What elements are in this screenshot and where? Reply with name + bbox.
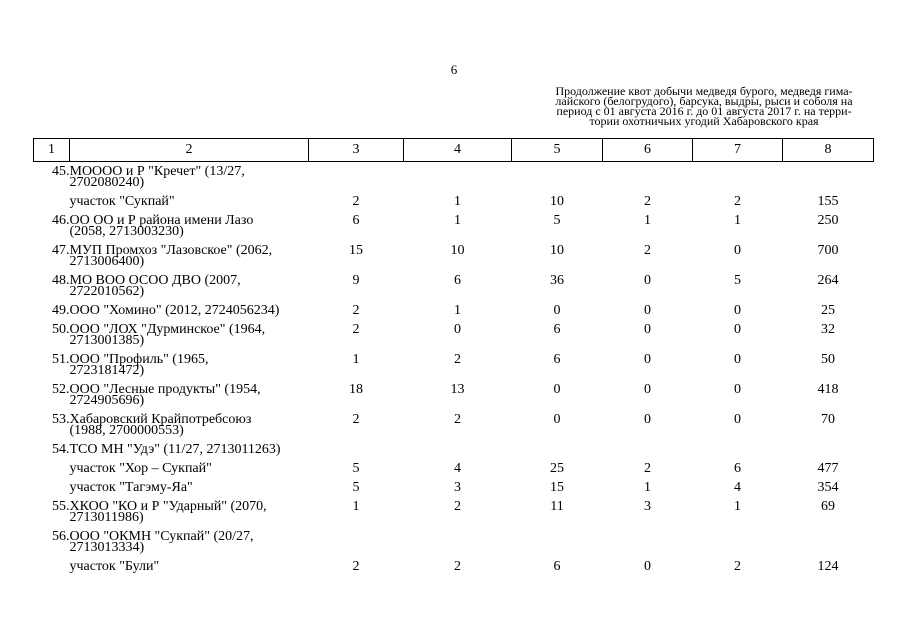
quota-value-col-7: 0: [734, 303, 741, 318]
caption-line: лайского (белогрудого), барсука, выдры, рыси и соболя на: [555, 94, 853, 108]
organization-name-line: участок "Хор – Сукпай": [69, 461, 212, 476]
page-number: 6: [450, 62, 458, 77]
column-header-3: 3: [309, 139, 404, 162]
organization-name-line: ООО "ОКМН "Сукпай" (20/27,: [69, 529, 254, 544]
quota-value-col-5: 6: [553, 322, 561, 337]
quota-value-col-4: 1: [454, 213, 461, 228]
quota-value-col-6: 0: [644, 322, 651, 337]
quota-value-col-4: 13: [450, 382, 465, 397]
quota-value-col-3: 18: [349, 382, 363, 397]
quota-value-col-7: 6: [734, 461, 741, 476]
row-number: 46.: [52, 213, 70, 228]
organization-name-line: 2713011986): [69, 510, 144, 525]
quota-value-col-4: [404, 527, 512, 557]
quota-value-col-8: 250: [817, 213, 839, 228]
table-row: [34, 478, 874, 497]
organization-name-line: 2702080240): [69, 175, 145, 190]
quota-value-col-8: 124: [817, 559, 839, 574]
quota-value-col-5: 0: [553, 382, 561, 397]
organization-name: [70, 301, 309, 320]
organization-name: [70, 459, 309, 478]
table-body: [34, 162, 874, 577]
quota-value-col-5: 0: [553, 303, 561, 318]
organization-name: [70, 162, 309, 193]
quota-value-col-6: 0: [644, 412, 651, 427]
table-row: [34, 162, 874, 193]
quota-value-col-8: [783, 162, 874, 193]
table-row: [34, 350, 874, 380]
quota-value-col-3: 6: [352, 213, 360, 228]
table-row: [34, 459, 874, 478]
organization-name-line: участок "Були": [69, 559, 160, 574]
organization-name-line: 2713001385): [69, 333, 145, 348]
table-row: [34, 241, 874, 271]
quota-table: [33, 138, 874, 576]
quota-value-col-8: [783, 440, 874, 459]
quota-value-col-7: 4: [734, 480, 741, 495]
organization-name-line: 2713006400): [69, 254, 145, 269]
organization-name-line: Хабаровский Крайпотребсоюз: [69, 412, 252, 427]
quota-value-col-7: 1: [734, 499, 741, 514]
quota-value-col-3: 9: [352, 273, 360, 288]
quota-value-col-4: 2: [454, 559, 461, 574]
table-header-row: [34, 139, 874, 162]
row-number: 52.: [52, 382, 70, 397]
organization-name: [70, 320, 309, 350]
organization-name-line: ОО ОО и Р района имени Лазо: [69, 213, 254, 228]
quota-value-col-5: [512, 440, 603, 459]
quota-value-col-5: [512, 527, 603, 557]
organization-name-line: МОООО и Р "Кречет" (13/27,: [69, 164, 245, 179]
quota-value-col-6: 2: [644, 194, 651, 209]
quota-value-col-5: 10: [550, 194, 564, 209]
quota-value-col-7: 5: [734, 273, 741, 288]
column-header-1: 1: [34, 139, 70, 162]
organization-name-line: ТСО МН "Удэ" (11/27, 2713011263): [69, 442, 281, 457]
quota-value-col-4: 3: [454, 480, 461, 495]
quota-value-col-6: 0: [644, 559, 651, 574]
quota-value-col-8: 50: [821, 352, 835, 367]
quota-value-col-4: 2: [454, 499, 461, 514]
organization-name-line: (1988, 2700000553): [69, 423, 184, 438]
quota-value-col-3: 2: [352, 559, 360, 574]
row-number: 56.: [52, 529, 70, 544]
quota-value-col-8: 69: [821, 499, 835, 514]
table-row: [34, 527, 874, 557]
organization-name-line: ООО "Лесные продукты" (1954,: [69, 382, 261, 397]
quota-value-col-8: 354: [817, 480, 839, 495]
quota-value-col-3: 2: [352, 412, 360, 427]
organization-name-line: ООО "ЛОХ "Дурминское" (1964,: [69, 322, 266, 337]
table-row: [34, 320, 874, 350]
row-number: [34, 192, 70, 211]
quota-value-col-4: 4: [454, 461, 461, 476]
quota-value-col-5: 15: [550, 480, 564, 495]
table-row: [34, 211, 874, 241]
row-number: [34, 557, 70, 576]
quota-value-col-3: 15: [349, 243, 363, 258]
quota-value-col-6: 2: [644, 243, 651, 258]
organization-name: [70, 557, 309, 576]
row-number: 50.: [52, 322, 70, 337]
quota-value-col-7: 0: [734, 382, 741, 397]
quota-value-col-3: 1: [352, 499, 360, 514]
caption-line: Продолжение квот добычи медведя бурого, медведя гима-: [555, 84, 853, 98]
quota-value-col-8: 477: [817, 461, 839, 476]
quota-value-col-5: 5: [553, 213, 561, 228]
organization-name-line: МО ВОО ОСОО ДВО (2007,: [69, 273, 241, 288]
quota-value-col-6: 1: [644, 213, 651, 228]
quota-value-col-8: 70: [821, 412, 835, 427]
organization-name: [70, 497, 309, 527]
row-number: [34, 478, 70, 497]
row-number: [34, 459, 70, 478]
organization-name: [70, 271, 309, 301]
column-header-5: 5: [512, 139, 603, 162]
quota-value-col-8: 418: [817, 382, 839, 397]
quota-value-col-3: 5: [352, 480, 360, 495]
quota-value-col-6: 0: [644, 382, 651, 397]
row-number: 53.: [52, 412, 70, 427]
organization-name-line: участок "Тагэму-Яа": [69, 480, 193, 495]
quota-value-col-5: 6: [553, 559, 561, 574]
row-number: 47.: [52, 243, 70, 258]
caption-line: период с 01 августа 2016 г. до 01 августа 2017 г. на терри-: [556, 104, 852, 118]
quota-value-col-6: 2: [644, 461, 651, 476]
quota-value-col-8: [783, 527, 874, 557]
quota-value-col-4: [404, 162, 512, 193]
organization-name: [70, 478, 309, 497]
quota-value-col-5: 25: [550, 461, 564, 476]
table-row: [34, 557, 874, 576]
organization-name-line: ООО "Хомино" (2012, 2724056234): [69, 303, 280, 318]
organization-name-line: участок "Сукпай": [69, 194, 175, 209]
quota-value-col-6: [603, 527, 693, 557]
quota-value-col-7: 2: [734, 559, 741, 574]
quota-value-col-5: 11: [550, 499, 564, 514]
column-header-8: 8: [783, 139, 874, 162]
quota-value-col-3: [309, 527, 404, 557]
table-row: [34, 271, 874, 301]
quota-value-col-3: [309, 440, 404, 459]
quota-value-col-7: 1: [734, 213, 741, 228]
quota-value-col-7: 0: [734, 412, 741, 427]
organization-name-line: ООО "Профиль" (1965,: [69, 352, 209, 367]
quota-value-col-4: 6: [454, 273, 461, 288]
quota-value-col-6: [603, 162, 693, 193]
organization-name-line: ХКОО "КО и Р "Ударный" (2070,: [69, 499, 267, 514]
row-number: 48.: [52, 273, 70, 288]
quota-value-col-4: [404, 440, 512, 459]
quota-value-col-6: 0: [644, 303, 651, 318]
row-number: 49.: [52, 303, 70, 318]
organization-name-line: 2723181472): [69, 363, 145, 378]
organization-name: [70, 527, 309, 557]
quota-value-col-3: 5: [352, 461, 360, 476]
row-number: 51.: [52, 352, 70, 367]
quota-value-col-7: 0: [734, 322, 741, 337]
organization-name: [70, 440, 309, 459]
quota-value-col-8: 155: [817, 194, 839, 209]
quota-value-col-5: [512, 162, 603, 193]
quota-value-col-8: 700: [817, 243, 839, 258]
quota-value-col-6: 0: [644, 352, 651, 367]
quota-value-col-5: 0: [553, 412, 561, 427]
table-row: [34, 440, 874, 459]
organization-name: [70, 380, 309, 410]
caption-line: тории охотничьих угодий Хабаровского края: [589, 114, 819, 128]
table-row: [34, 380, 874, 410]
quota-value-col-8: 32: [821, 322, 835, 337]
quota-value-col-4: 1: [454, 194, 461, 209]
organization-name-line: МУП Промхоз "Лазовское" (2062,: [69, 243, 273, 258]
table-row: [34, 301, 874, 320]
table-row: [34, 497, 874, 527]
organization-name-line: 2713013334): [69, 540, 145, 555]
quota-value-col-6: 1: [644, 480, 651, 495]
row-number: 55.: [52, 499, 70, 514]
quota-value-col-7: [693, 527, 783, 557]
column-header-2: 2: [70, 139, 309, 162]
quota-value-col-3: [309, 162, 404, 193]
quota-value-col-5: 36: [550, 273, 564, 288]
quota-value-col-7: 0: [734, 352, 741, 367]
organization-name-line: (2058, 2713003230): [69, 224, 184, 239]
quota-value-col-4: 2: [454, 412, 461, 427]
quota-value-col-6: 3: [644, 499, 651, 514]
quota-value-col-8: 264: [817, 273, 839, 288]
table-caption: [528, 86, 880, 126]
quota-value-col-8: 25: [821, 303, 835, 318]
column-header-7: 7: [693, 139, 783, 162]
column-header-4: 4: [404, 139, 512, 162]
organization-name: [70, 410, 309, 440]
quota-value-col-7: 2: [734, 194, 741, 209]
quota-value-col-6: [603, 440, 693, 459]
organization-name-line: 2724905696): [69, 393, 145, 408]
quota-value-col-7: 0: [734, 243, 741, 258]
quota-value-col-3: 2: [352, 303, 360, 318]
row-number: 54.: [52, 442, 70, 457]
quota-value-col-5: 6: [553, 352, 561, 367]
quota-value-col-3: 2: [352, 322, 360, 337]
quota-value-col-4: 1: [454, 303, 461, 318]
organization-name: [70, 241, 309, 271]
table-row: [34, 410, 874, 440]
quota-value-col-3: 2: [352, 194, 360, 209]
column-header-6: 6: [603, 139, 693, 162]
quota-value-col-4: 10: [450, 243, 465, 258]
organization-name: [70, 350, 309, 380]
organization-name-line: 2722010562): [69, 284, 145, 299]
table-row: [34, 192, 874, 211]
row-number: 45.: [52, 164, 70, 179]
organization-name: [70, 192, 309, 211]
quota-value-col-6: 0: [644, 273, 651, 288]
quota-value-col-7: [693, 440, 783, 459]
quota-value-col-4: 2: [454, 352, 461, 367]
quota-value-col-5: 10: [550, 243, 564, 258]
quota-value-col-3: 1: [352, 352, 360, 367]
organization-name: [70, 211, 309, 241]
quota-value-col-7: [693, 162, 783, 193]
quota-value-col-4: 0: [454, 322, 461, 337]
